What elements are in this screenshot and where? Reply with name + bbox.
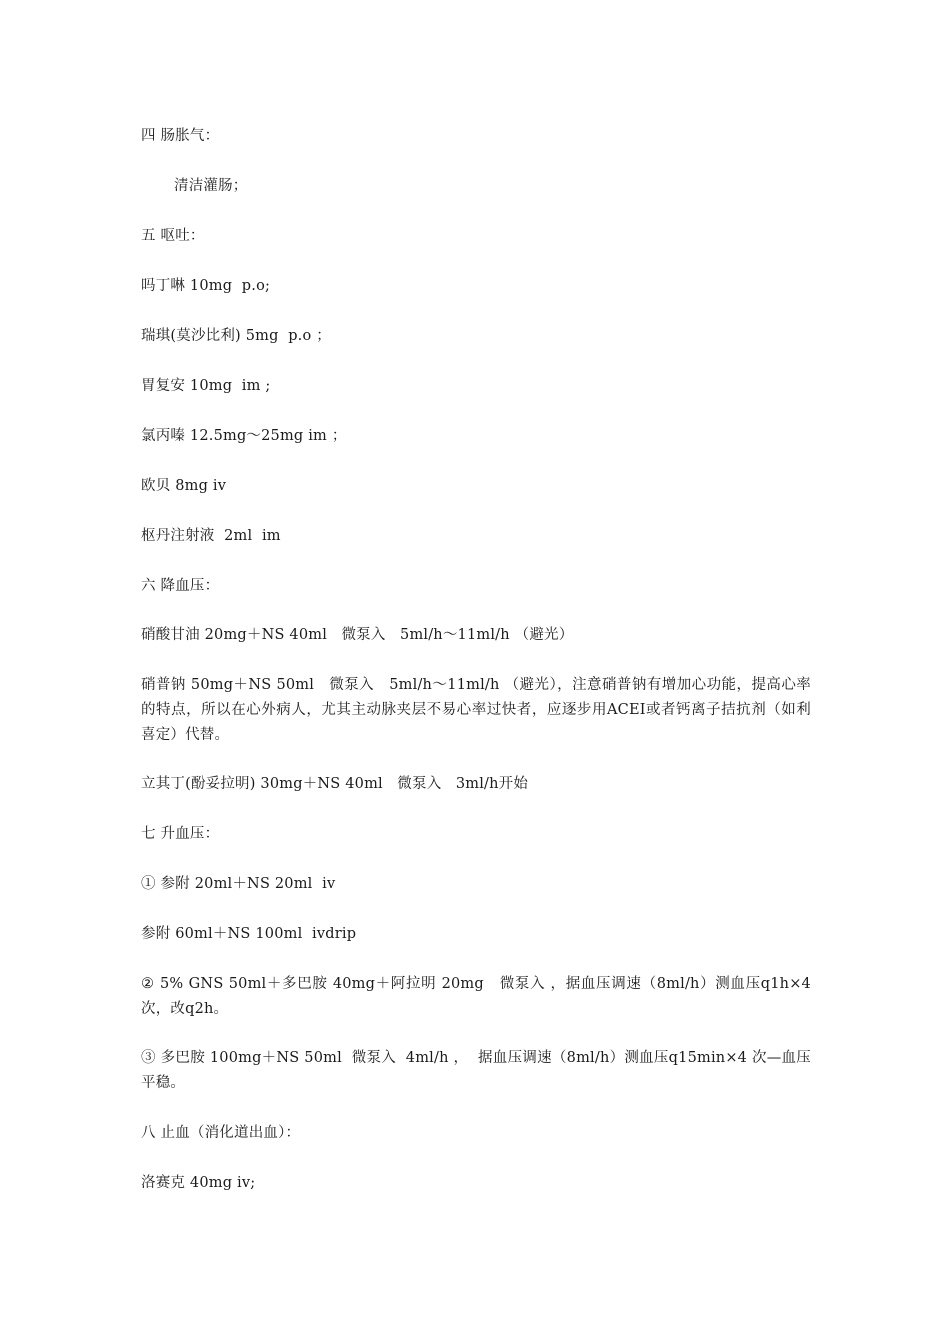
- item-dopamine-aramine: ② 5% GNS 50ml＋多巴胺 40mg＋阿拉明 20mg 微泵入 ，据血压调速（8ml/h）测血压q1h×4 次，改q2h。: [141, 976, 816, 1017]
- item-shenfu-ivdrip: 参附 60ml＋NS 100ml ivdrip: [141, 926, 357, 942]
- heading-raise-bp: 七 升血压：: [141, 826, 220, 842]
- item-ondansetron: 枢丹注射液 2ml im: [141, 528, 281, 544]
- item-dopamine-pump: ③ 多巴胺 100mg＋NS 50ml 微泵入 4ml/h ， 据血压调速（8ml/h）测血压q15min×4 次—血压平稳。: [141, 1050, 811, 1091]
- heading-flatulence: 四 肠胀气：: [141, 128, 220, 144]
- item-oubei: 欧贝 8mg iv: [141, 478, 227, 494]
- item-chlorpromazine: 氯丙嗪 12.5mg～25mg im ；: [141, 428, 347, 444]
- item-domperidone: 吗丁啉 10mg p.o;: [141, 278, 271, 294]
- heading-lower-bp: 六 降血压：: [141, 578, 220, 594]
- item-losec: 洛赛克 40mg iv;: [141, 1175, 256, 1191]
- heading-hemostasis: 八 止血（消化道出血）：: [141, 1125, 301, 1141]
- heading-vomiting: 五 呕吐：: [141, 228, 205, 244]
- item-nitroprusside: 硝普钠 50mg＋NS 50ml 微泵入 5ml/h～11ml/h （避光），注意硝普钠有增加心功能，提高心率的特点，所以在心外病人，尤其主动脉夹层不易心率过快者，应逐步用ACEI或者钙离子拮抗剂（如利喜定）代替。: [141, 677, 811, 743]
- item-shenfu-iv: ① 参附 20ml＋NS 20ml iv: [141, 876, 336, 892]
- item-enema: 清洁灌肠；: [174, 178, 248, 194]
- item-nitroglycerin: 硝酸甘油 20mg＋NS 40ml 微泵入 5ml/h～11ml/h （避光）: [141, 627, 574, 643]
- item-phentolamine: 立其丁(酚妥拉明) 30mg＋NS 40ml 微泵入 3ml/h开始: [141, 776, 529, 792]
- item-mosapride: 瑞琪(莫沙比利) 5mg p.o ；: [141, 328, 331, 344]
- item-metoclopramide: 胃复安 10mg im ;: [141, 378, 271, 394]
